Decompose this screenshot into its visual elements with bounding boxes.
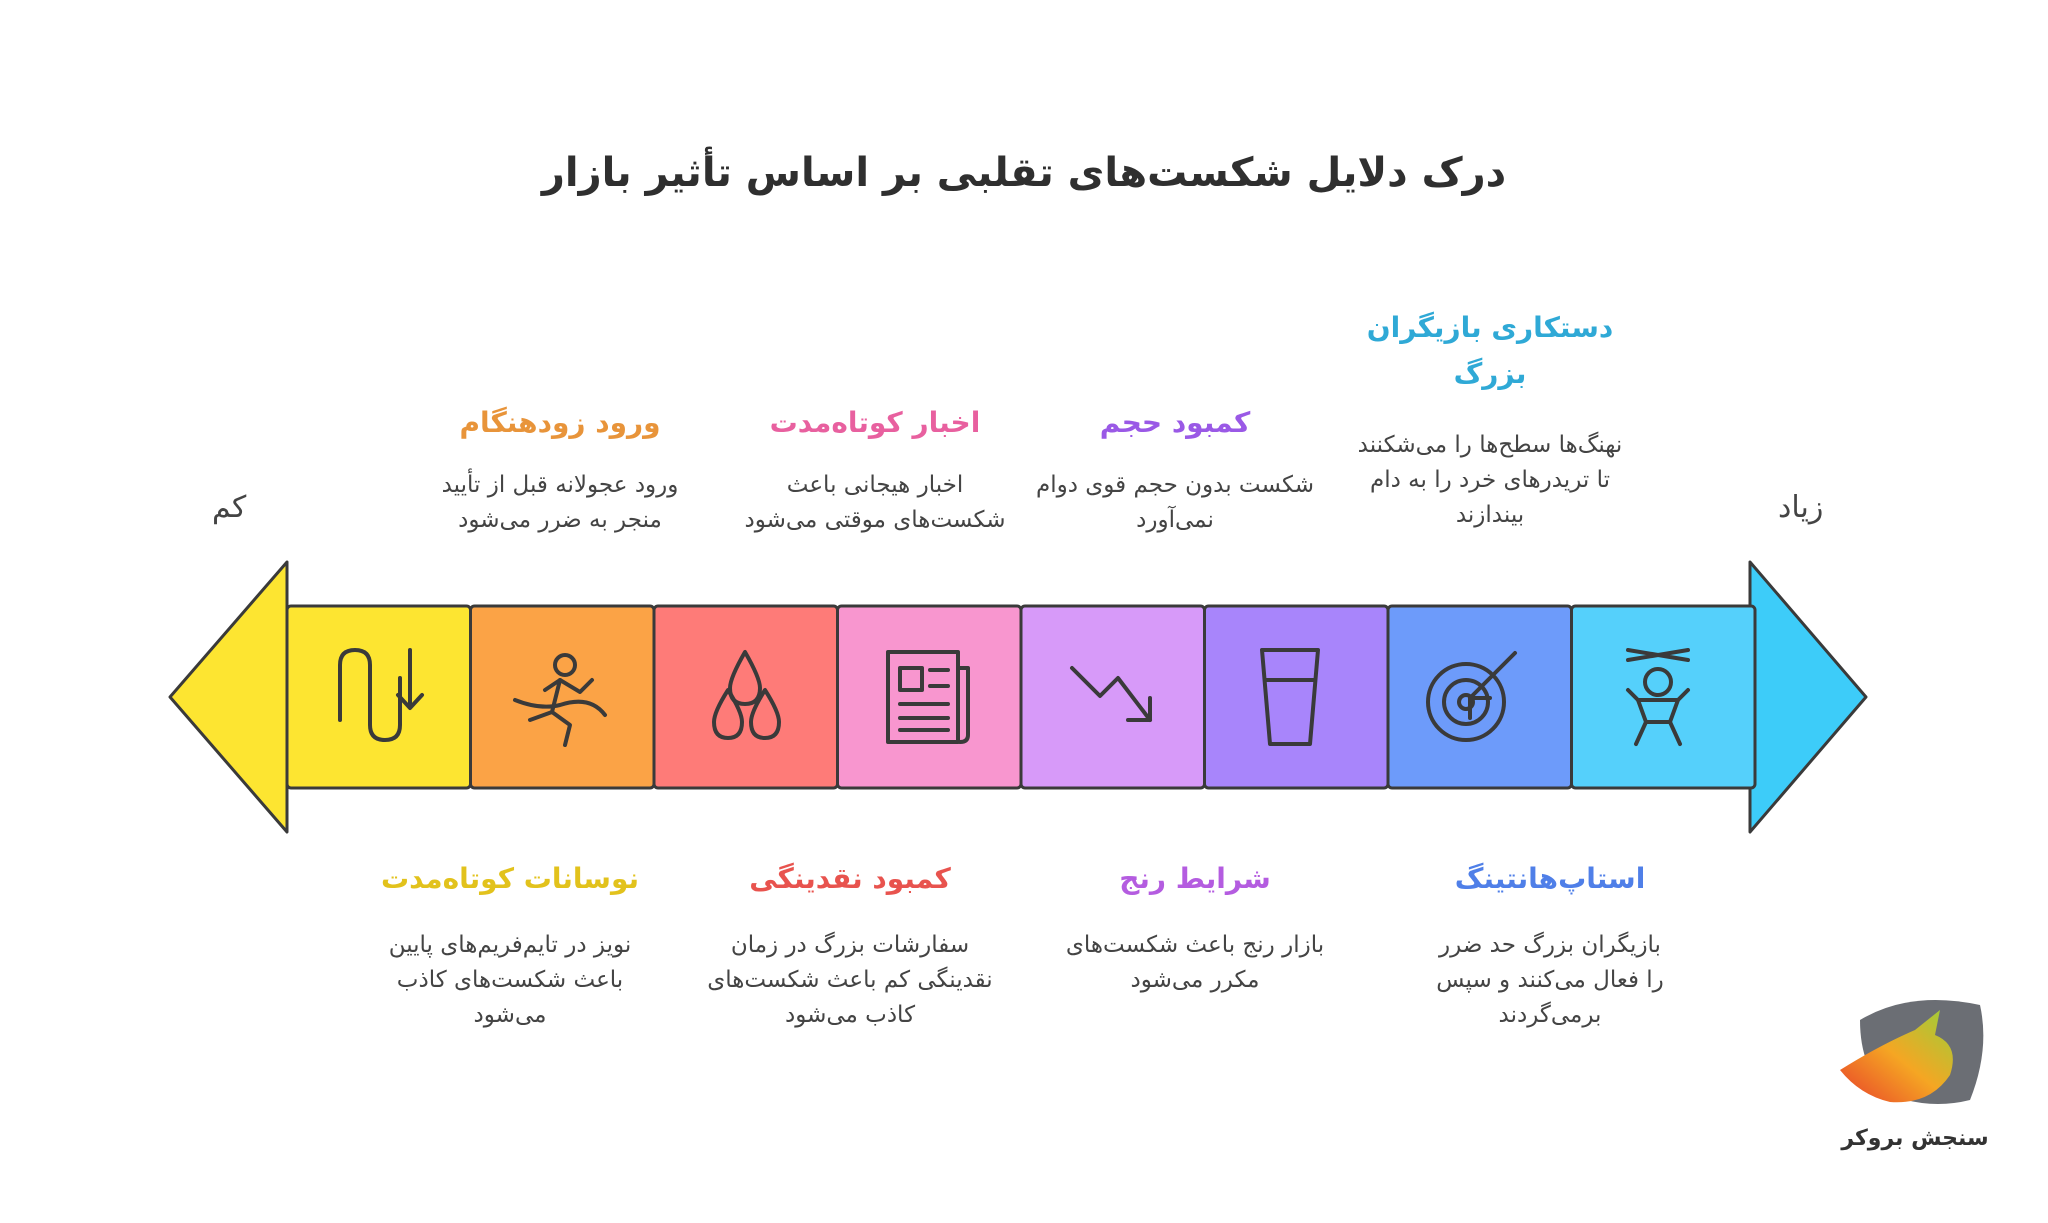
desc-short-term-news bbox=[705, 468, 1045, 538]
label-low-volume: کمبود حجم bbox=[1099, 406, 1251, 439]
scale-segment bbox=[471, 606, 655, 788]
diagram-title: درک دلایل شکست‌های تقلبی بر اساس تأثیر بازار bbox=[541, 150, 1507, 196]
desc-line: کاذب می‌شود bbox=[784, 1002, 916, 1028]
scale-segment bbox=[1021, 606, 1205, 788]
bull-head-logo-icon bbox=[1820, 990, 2000, 1130]
label-short-term-volatility: نوسانات کوتاه‌مدت bbox=[380, 862, 640, 895]
label-whale-manipulation bbox=[1340, 305, 1640, 397]
desc-low-liquidity bbox=[680, 928, 1020, 1033]
label-short-term-news: اخبار کوتاه‌مدت bbox=[769, 406, 981, 439]
scale-high-label: زیاد bbox=[1778, 490, 1824, 525]
scale-segment bbox=[1572, 606, 1756, 788]
desc-line: تا تریدرهای خرد را به دام bbox=[1369, 467, 1611, 493]
desc-early-entry bbox=[400, 468, 720, 538]
desc-stop-hunting bbox=[1380, 928, 1720, 1033]
desc-line: بیندازند bbox=[1455, 502, 1525, 528]
desc-whale-manipulation bbox=[1330, 428, 1650, 533]
label-line: دستکاری بازیگران bbox=[1366, 311, 1614, 344]
desc-line: بازار رنج باعث شکست‌های bbox=[1065, 932, 1325, 958]
label-early-entry: ورود زودهنگام bbox=[459, 406, 661, 439]
desc-line: شکست‌های موقتی می‌شود bbox=[744, 507, 1006, 533]
desc-range-conditions bbox=[1025, 928, 1365, 998]
desc-short-term-volatility bbox=[345, 928, 675, 1033]
desc-line: شکست بدون حجم قوی دوام bbox=[1035, 472, 1315, 498]
desc-line: را فعال می‌کنند و سپس bbox=[1436, 967, 1664, 993]
scale-segment bbox=[287, 606, 471, 788]
desc-line: نویز در تایم‌فریم‌های پایین bbox=[388, 932, 632, 958]
label-low-liquidity: کمبود نقدینگی bbox=[749, 862, 951, 895]
desc-line: بازیگران بزرگ حد ضرر bbox=[1439, 932, 1661, 958]
logo-text: سنجش بروکر bbox=[1841, 1126, 1989, 1151]
desc-line: اخبار هیجانی باعث bbox=[786, 472, 964, 498]
scale-segment bbox=[838, 606, 1022, 788]
label-line: بزرگ bbox=[1453, 357, 1527, 390]
desc-line: باعث شکست‌های کاذب bbox=[396, 967, 624, 993]
label-range-conditions: شرایط رنج bbox=[1119, 862, 1271, 895]
scale-segment bbox=[654, 606, 838, 788]
scale-segment bbox=[1205, 606, 1389, 788]
desc-line: نهنگ‌ها سطح‌ها را می‌شکنند bbox=[1357, 432, 1623, 458]
right-arrow-head bbox=[1750, 562, 1866, 832]
desc-line: نمی‌آورد bbox=[1136, 507, 1214, 533]
desc-line: ورود عجولانه قبل از تأیید bbox=[441, 472, 679, 498]
desc-line: مکرر می‌شود bbox=[1130, 967, 1260, 993]
desc-line: نقدینگی کم باعث شکست‌های bbox=[707, 967, 993, 993]
desc-line: منجر به ضرر می‌شود bbox=[458, 507, 662, 533]
desc-line: برمی‌گردند bbox=[1498, 1002, 1602, 1028]
label-stop-hunting: استاپ‌هانتینگ bbox=[1454, 862, 1646, 895]
scale-low-label: کم bbox=[212, 490, 247, 525]
desc-line: می‌شود bbox=[473, 1002, 547, 1028]
desc-line: سفارشات بزرگ در زمان bbox=[730, 932, 970, 958]
desc-low-volume bbox=[1010, 468, 1340, 538]
left-arrow-head bbox=[170, 562, 287, 832]
